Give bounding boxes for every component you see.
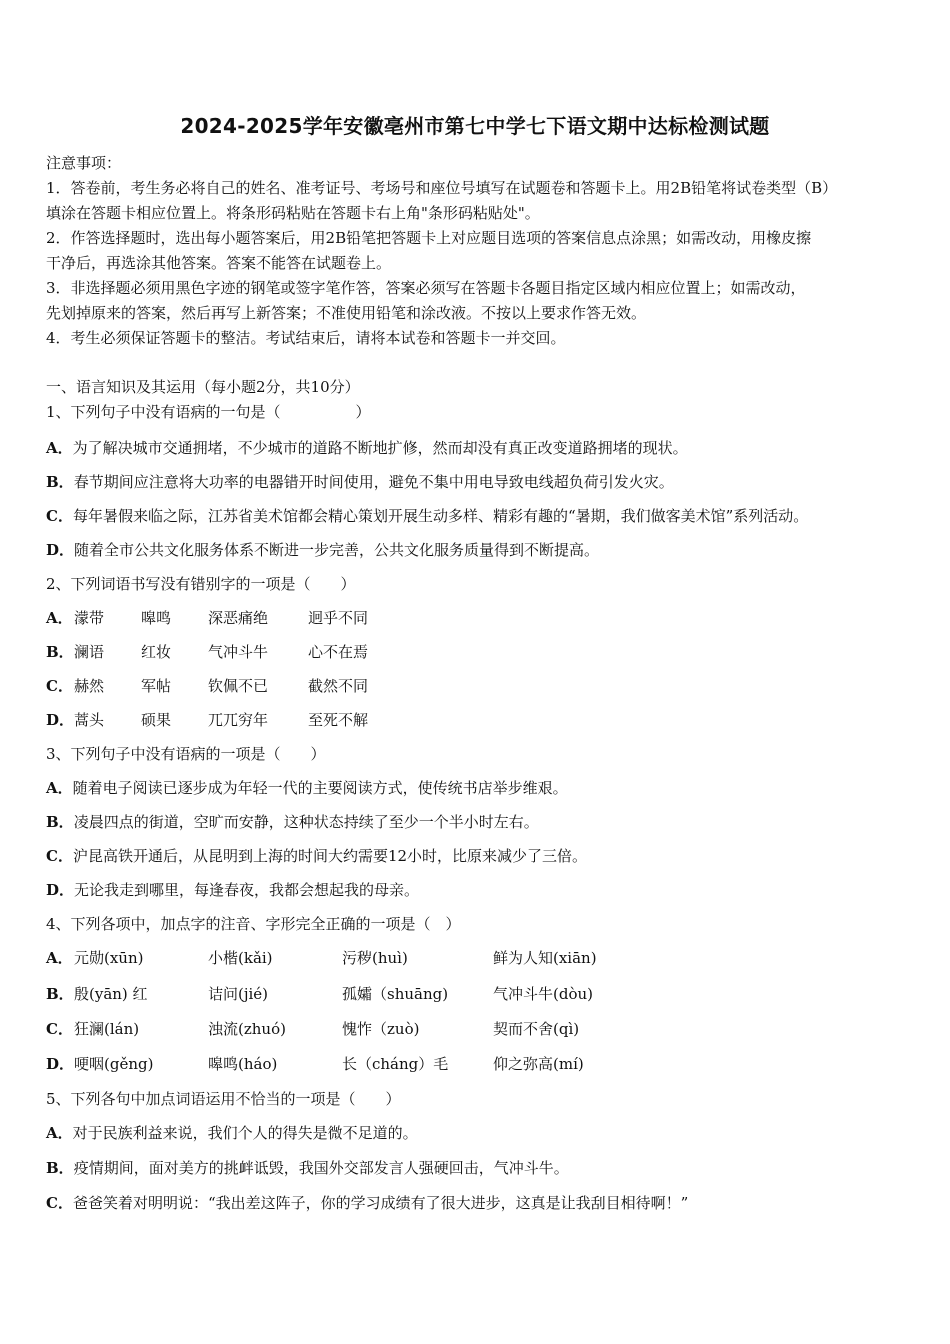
option-text: 无论我走到哪里，每逢春夜，我都会想起我的母亲。 — [74, 881, 420, 899]
q2-option-c-label: C． — [46, 677, 73, 695]
question-5-stem: 5、下列各句中加点词语运用不恰当的一项是（ ） — [46, 1090, 401, 1108]
q2-word: 兀兀穷年 — [208, 711, 269, 729]
page-title: 2024-2025学年安徽亳州市第七中学七下语文期中达标检测试题 — [180, 114, 770, 138]
q1-option-c — [46, 505, 808, 526]
q5-option-a — [46, 1122, 418, 1143]
q2-option-b-label: B． — [46, 643, 74, 661]
q4-word: 诘问(jié) — [208, 985, 269, 1003]
option-text: 对于民族利益来说，我们个人的得失是微不足道的。 — [72, 1124, 418, 1142]
q3-option-d — [46, 879, 419, 900]
q4-word: 嗥鸣(háo) — [208, 1055, 278, 1073]
question-3-stem: 3、下列句子中没有语病的一项是（ ） — [46, 745, 326, 763]
option-label: B． — [46, 813, 74, 831]
option-text: 疫情期间，面对美方的挑衅诋毁，我国外交部发言人强硬回击，气冲斗牛。 — [73, 1159, 569, 1177]
q3-option-c — [46, 845, 587, 866]
q4-word: 浊流(zhuó) — [208, 1020, 286, 1038]
q2-word: 至死不解 — [308, 711, 369, 729]
q1-option-b — [46, 471, 674, 492]
q2-word: 气冲斗牛 — [208, 643, 269, 661]
q5-option-c — [46, 1192, 688, 1213]
option-label: C． — [46, 507, 73, 525]
q2-word: 赫然 — [74, 677, 105, 695]
q2-word: 嗥鸣 — [141, 609, 172, 627]
q4-option-c-label: C． — [46, 1020, 73, 1038]
question-1-stem: 1、下列句子中没有语病的一句是（ ） — [46, 403, 371, 421]
q2-word: 迥乎不同 — [308, 609, 369, 627]
q4-word: 孤孀（shuāng) — [342, 985, 449, 1003]
option-text: 春节期间应注意将大功率的电器错开时间使用，避免不集中用电导致电线超负荷引发火灾。 — [73, 473, 674, 491]
option-text: 随着电子阅读已逐步成为年轻一代的主要阅读方式，使传统书店举步维艰。 — [72, 779, 568, 797]
notice-line: 3．非选择题必须用黑色字迹的钢笔或签字笔作答，答案必须写在答题卡各题目指定区域内相应位置上；如需改动， — [46, 279, 806, 297]
notice-line: 2．作答选择题时，选出每小题答案后，用2B铅笔把答题卡上对应题目选项的答案信息点涂黑；如需改动，用橡皮擦 — [46, 229, 812, 247]
q2-word: 濛带 — [74, 609, 105, 627]
q4-word: 鲜为人知(xiān) — [493, 949, 597, 967]
q4-option-d-label: D． — [46, 1055, 75, 1073]
q2-word: 蒿头 — [74, 711, 105, 729]
q4-option-b-label: B． — [46, 985, 74, 1003]
option-label: A． — [46, 439, 73, 457]
q4-word: 小楷(kǎi) — [208, 949, 273, 967]
option-label: B． — [46, 473, 74, 491]
option-text: 为了解决城市交通拥堵，不少城市的道路不断地扩修，然而却没有真正改变道路拥堵的现状。 — [72, 439, 688, 457]
q2-word: 深恶痛绝 — [208, 609, 269, 627]
q4-word: 元勋(xūn) — [74, 949, 144, 967]
notice-line: 1．答卷前，考生务必将自己的姓名、准考证号、考场号和座位号填写在试题卷和答题卡上。用2B铅笔将试卷类型（B） — [46, 179, 838, 197]
notice-heading: 注意事项： — [46, 154, 122, 172]
q3-option-a — [46, 777, 568, 798]
option-label: D． — [46, 881, 75, 899]
option-label: D． — [46, 541, 75, 559]
section-heading: 一、语言知识及其运用（每小题2分，共10分） — [46, 378, 360, 396]
option-text: 凌晨四点的街道，空旷而安静，这种状态持续了至少一个半小时左右。 — [73, 813, 539, 831]
option-label: C． — [46, 1194, 73, 1212]
q4-word: 狂澜(lán) — [74, 1020, 140, 1038]
q5-option-b — [46, 1157, 569, 1178]
q2-word: 澜语 — [74, 643, 105, 661]
option-text: 沪昆高铁开通后，从昆明到上海的时间大约需要12小时，比原来减少了三倍。 — [72, 847, 588, 865]
option-label: A． — [46, 779, 73, 797]
q1-option-d — [46, 539, 599, 560]
q4-option-a-label: A． — [46, 949, 73, 967]
notice-line: 干净后，再选涂其他答案。答案不能答在试题卷上。 — [46, 254, 392, 272]
q4-word: 契而不舍(qì) — [493, 1020, 580, 1038]
q2-word: 钦佩不已 — [208, 677, 269, 695]
q4-word: 殷(yān) 红 — [74, 985, 148, 1003]
q4-word: 愧怍（zuò) — [342, 1020, 420, 1038]
option-label: B． — [46, 1159, 74, 1177]
notice-line: 先划掉原来的答案，然后再写上新答案；不准使用铅笔和涂改液。不按以上要求作答无效。 — [46, 304, 647, 322]
q4-word: 仰之弥高(mí) — [493, 1055, 584, 1073]
q4-word: 长（cháng）毛 — [342, 1055, 449, 1073]
option-text: 每年暑假来临之际，江苏省美术馆都会精心策划开展生动多样、精彩有趣的“暑期，我们做客美术馆”系列活动。 — [72, 507, 809, 525]
q2-option-d-label: D． — [46, 711, 75, 729]
option-text: 随着全市公共文化服务体系不断进一步完善，公共文化服务质量得到不断提高。 — [74, 541, 600, 559]
q4-word: 哽咽(gěng) — [74, 1055, 154, 1073]
question-2-stem: 2、下列词语书写没有错别字的一项是（ ） — [46, 575, 356, 593]
q2-word: 截然不同 — [308, 677, 369, 695]
q2-word: 心不在焉 — [308, 643, 369, 661]
q4-word: 污秽(huì) — [342, 949, 408, 967]
q2-word: 硕果 — [141, 711, 172, 729]
q1-option-a — [46, 437, 688, 458]
q3-option-b — [46, 811, 539, 832]
question-4-stem: 4、下列各项中，加点字的注音、字形完全正确的一项是（ ） — [46, 915, 461, 933]
option-text: 爸爸笑着对明明说：“我出差这阵子，你的学习成绩有了很大进步，这真是让我刮目相待啊！” — [72, 1194, 689, 1212]
option-label: C． — [46, 847, 73, 865]
q2-option-a-label: A． — [46, 609, 73, 627]
q2-word: 红妆 — [141, 643, 172, 661]
option-label: A． — [46, 1124, 73, 1142]
q4-word: 气冲斗牛(dòu) — [493, 985, 593, 1003]
q2-word: 军帖 — [141, 677, 172, 695]
notice-line: 4．考生必须保证答题卡的整洁。考试结束后，请将本试卷和答题卡一并交回。 — [46, 329, 566, 347]
notice-line: 填涂在答题卡相应位置上。将条形码粘贴在答题卡右上角"条形码粘贴处"。 — [46, 204, 540, 222]
